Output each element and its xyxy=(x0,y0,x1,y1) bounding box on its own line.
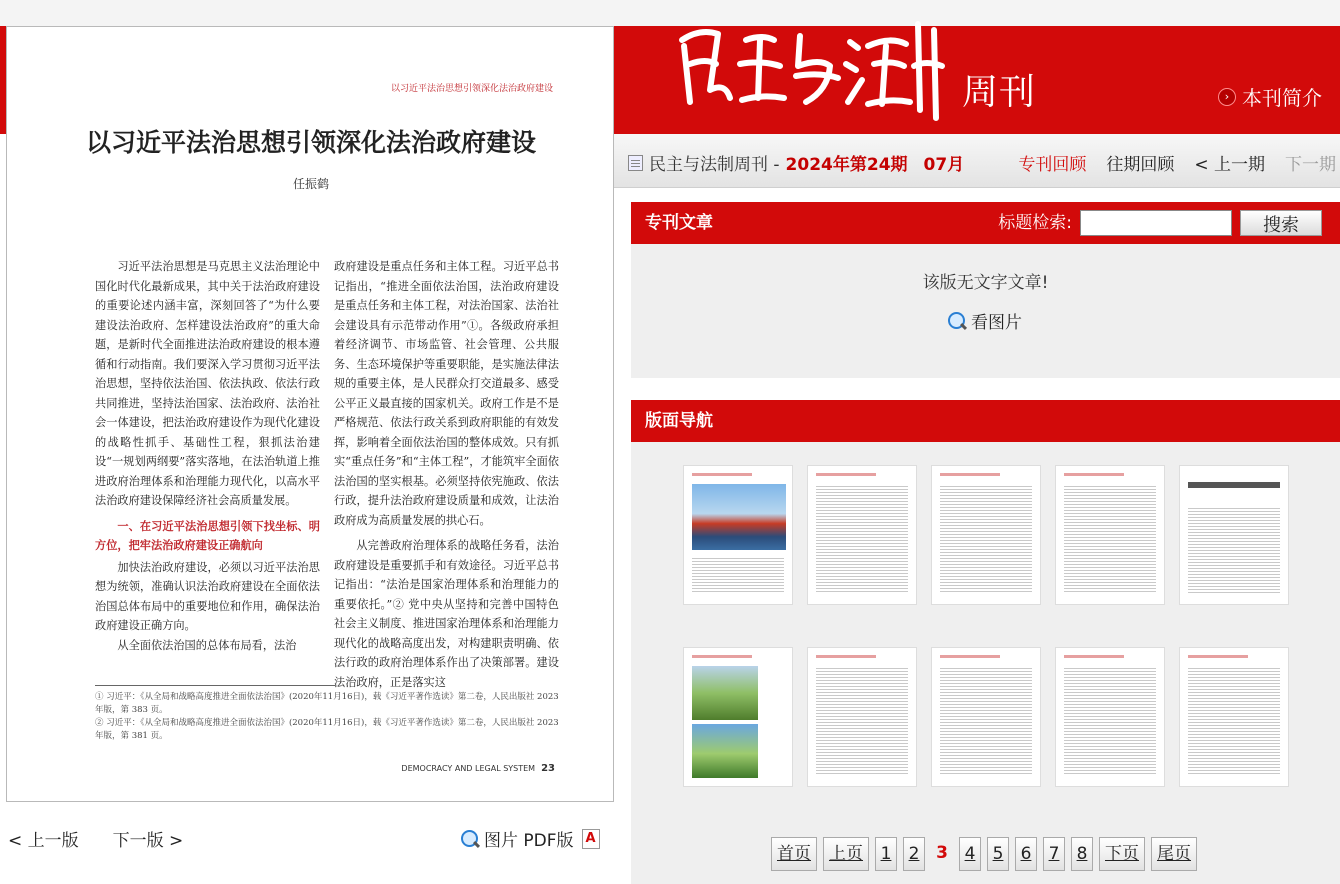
page-button[interactable]: 7 xyxy=(1043,837,1065,871)
page-thumbnail[interactable] xyxy=(807,647,917,787)
page-thumbnail[interactable] xyxy=(807,465,917,605)
view-image-link[interactable] xyxy=(947,308,1022,333)
page-pager xyxy=(8,826,183,851)
layout-nav-section xyxy=(631,400,1340,884)
magnifier-icon xyxy=(947,311,967,331)
journal-intro-label: 本刊简介 xyxy=(1242,86,1322,110)
past-issues-link[interactable]: 往期回顾 xyxy=(1106,155,1175,175)
journal-name: DEMOCRACY AND LEGAL SYSTEM xyxy=(401,764,536,773)
paragraph: 从全面依法治国的总体布局看，法治 xyxy=(117,638,297,652)
footnote: ① 习近平：《从全局和战略高度推进全面依法治国》(2020年11月16日)，载《习近平著作选读》第二卷，人民出版社 2023 年版，第 383 页。 xyxy=(95,692,559,715)
page-button[interactable]: 6 xyxy=(1015,837,1037,871)
layout-nav-heading: 版面导航 xyxy=(645,411,713,431)
empty-message: 该版无文字文章! xyxy=(922,273,1049,293)
paragraph: 政府建设是重点任务和主体工程。习近平总书记指出，“推进全面依法治国，法治政府建设是重点任务和主体工程，对法治国家、法治社会建设具有示范带动作用”①。各级政府承担着经济调节、市场监管、社会管理、公共服务、生态环境保护等重要职能，是实施法律法规的重要主体，是人民群众打交道最多、感受公平正义最直接的国家机关。政府工作是不是严格规范、依法行政关系到政府职能的有效发挥，影响着全面依法治国的整体成效。只有抓实“重点任务”和“主体工程”，才能筑牢全面依法治国的坚实根基。必须坚持依宪施政、依法行政，提升法治政府建设质量和成效，让法治政府成为高质量发展的拱心石。 xyxy=(334,260,559,527)
magnifier-icon xyxy=(460,829,480,849)
search-input[interactable] xyxy=(1080,210,1232,236)
issue-info xyxy=(628,150,964,175)
page-footer xyxy=(401,763,555,774)
page-running-header: 以习近平法治思想引领深化法治政府建设 xyxy=(390,84,553,94)
first-page-button[interactable]: 首页 xyxy=(771,837,817,871)
page-thumbnail[interactable] xyxy=(683,647,793,787)
issue-bar xyxy=(614,134,1340,188)
search-label: 标题检索: xyxy=(998,213,1072,233)
title-search xyxy=(998,210,1322,236)
paragraph: 加快法治政府建设，必须以习近平法治思想为统领，准确认识法治政府建设在全面依法治国总体布局中的重要地位和作用，确保法治政府建设正确方向。 xyxy=(95,560,320,632)
issue-nav xyxy=(1018,150,1336,175)
page-thumbnail[interactable] xyxy=(931,647,1041,787)
footnote: ② 习近平：《从全局和战略高度推进全面依法治国》(2020年11月16日)，载《习近平著作选读》第二卷，人民出版社 2023 年版，第 381 页。 xyxy=(95,718,559,741)
page-button[interactable]: 2 xyxy=(903,837,925,871)
search-button[interactable]: 搜索 xyxy=(1240,210,1322,236)
page-thumbnail[interactable] xyxy=(1179,647,1289,787)
article-title: 以习近平法治思想引领深化法治政府建设 xyxy=(85,128,536,157)
page-button[interactable]: 1 xyxy=(875,837,897,871)
current-page: 3 xyxy=(936,843,948,863)
footnotes xyxy=(95,691,565,743)
right-panel xyxy=(614,134,1340,884)
chevron-right-icon: › xyxy=(1218,88,1236,106)
special-review-link[interactable]: 专刊回顾 xyxy=(1018,155,1087,175)
article-column-left xyxy=(95,257,320,655)
page-thumbnail[interactable] xyxy=(1179,465,1289,605)
article-column-right xyxy=(334,257,559,692)
pagination xyxy=(771,837,1197,871)
brand-logo xyxy=(670,6,950,122)
next-page-button[interactable]: 下页 xyxy=(1099,837,1145,871)
next-issue-link[interactable]: 下一期 xyxy=(1285,155,1336,175)
prev-page-button[interactable]: 上页 xyxy=(823,837,869,871)
articles-heading: 专刊文章 xyxy=(645,213,713,233)
pdf-label: 图片 PDF版 xyxy=(484,831,574,851)
document-icon xyxy=(628,155,643,171)
page-thumbnail[interactable] xyxy=(683,465,793,605)
paragraph: 从完善政府治理体系的战略任务看，法治政府建设是重要抓手和有效途径。习近平总书记指出：“法治是国家治理体系和治理能力的重要依托。”② 党中央从坚持和完善中国特色社会主义制度、推进国家治理体系和治理能力现代化的战略高度出发，对构建职责明确、依法行政的政府治理体系作出了决策部署。建设法治政府，正是落实这 xyxy=(334,539,559,689)
issue-month: 07月 xyxy=(923,155,965,175)
page-button[interactable]: 5 xyxy=(987,837,1009,871)
pdf-icon xyxy=(582,829,600,849)
last-page-button[interactable]: 尾页 xyxy=(1151,837,1197,871)
prev-issue-link[interactable]: < 上一期 xyxy=(1194,155,1265,175)
view-image-label: 看图片 xyxy=(971,313,1022,333)
page-thumbnail[interactable] xyxy=(1055,465,1165,605)
page-image-viewer[interactable] xyxy=(6,26,614,802)
issue-prefix: 民主与法制周刊 - xyxy=(649,155,780,175)
footnote-divider xyxy=(95,685,335,686)
articles-section xyxy=(631,202,1340,378)
page-number: 23 xyxy=(541,763,555,774)
page-button[interactable]: 4 xyxy=(959,837,981,871)
section-heading: 一、在习近平法治思想引领下找坐标、明方位，把牢法治政府建设正确航向 xyxy=(95,518,320,552)
article-author: 任振鹤 xyxy=(292,177,329,191)
journal-intro-link[interactable] xyxy=(1218,82,1322,111)
page-button[interactable]: 8 xyxy=(1071,837,1093,871)
page-thumbnail[interactable] xyxy=(1055,647,1165,787)
paragraph: 习近平法治思想是马克思主义法治理论中国化时代化最新成果，其中关于法治政府建设的重要论述内涵丰富，深刻回答了“为什么要建设法治政府、怎样建设法治政府”的重大命题，是新时代全面推进法治政府建设的根本遵循和行动指南。我们要深入学习贯彻习近平法治思想，坚持依法治国、依法执政、依法行政共同推进，坚持法治国家、法治政府、法治社会一体建设，把法治政府建设作为现代化建设的战略性抓手、基础性工程，狠抓法治建设“一规划两纲要”落实落地，在法治轨道上推进政府治理体系和治理能力现代化，以高水平法治政府建设保障经济社会高质量发展。 xyxy=(95,260,320,507)
next-page-link[interactable]: 下一版 > xyxy=(112,831,184,851)
layout-nav-header xyxy=(631,400,1340,442)
articles-header xyxy=(631,202,1340,244)
page-thumbnail[interactable] xyxy=(931,465,1041,605)
pdf-link[interactable] xyxy=(460,826,600,851)
issue-number: 2024年第24期 xyxy=(785,155,908,175)
weekly-label: 周刊 xyxy=(962,72,1037,113)
prev-page-link[interactable]: < 上一版 xyxy=(8,831,79,851)
